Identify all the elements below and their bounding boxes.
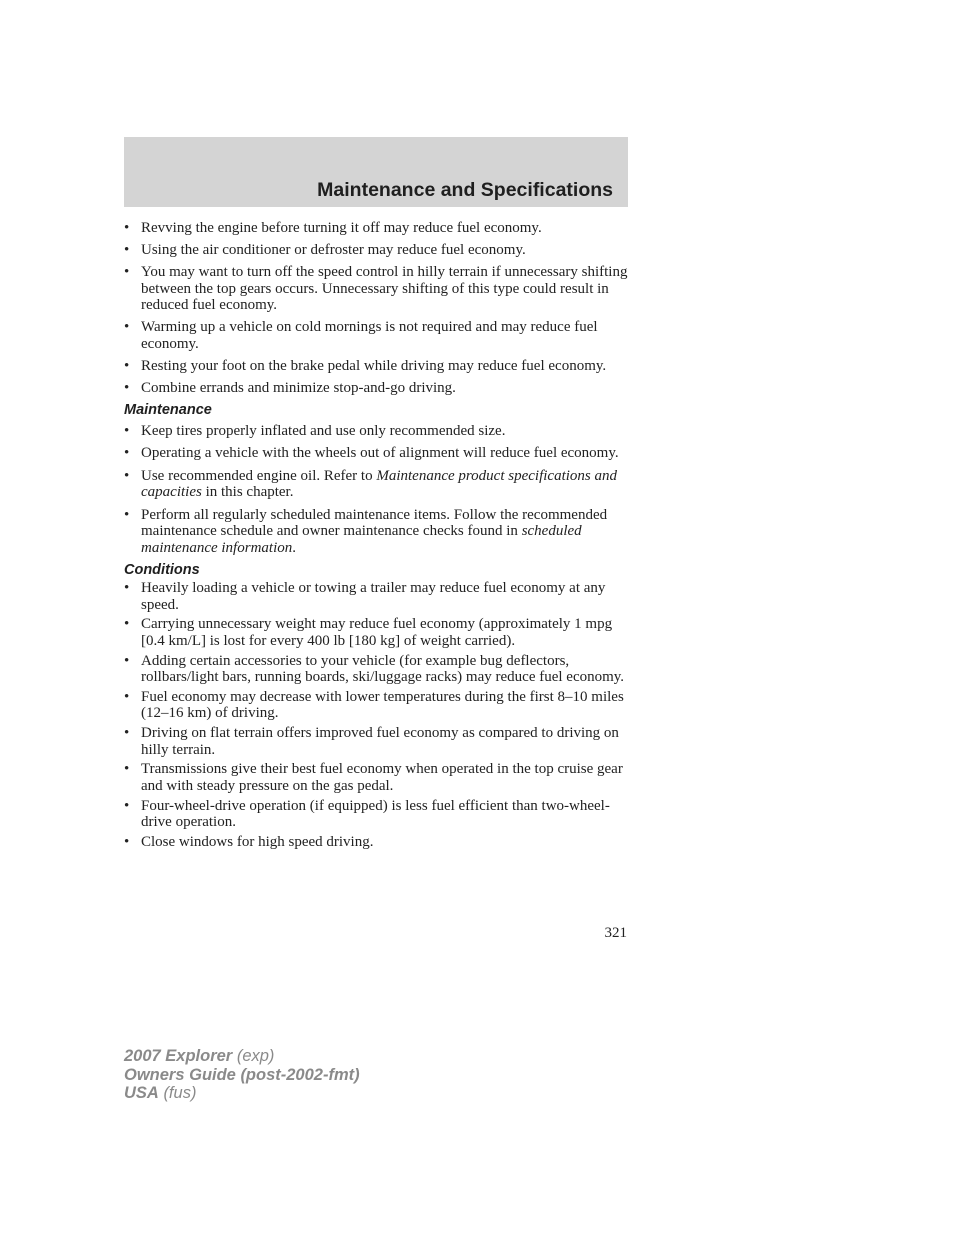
- footer-model-code: (exp): [236, 1047, 275, 1065]
- list-item: • Heavily loading a vehicle or towing a trailer may reduce fuel economy at any speed.: [124, 580, 634, 613]
- list-item: • Warming up a vehicle on cold mornings is not required and may reduce fuel economy.: [124, 319, 634, 352]
- footer-line-market: [124, 1084, 360, 1103]
- footer-market-code: (fus): [163, 1084, 197, 1102]
- oil-item-tail: in this chapter.: [201, 484, 294, 500]
- list-item: • Carrying unnecessary weight may reduce fuel economy (approximately 1 mpg [0.4 km/L] is lost for every 400 lb [180 kg] of weight carried).: [124, 616, 634, 649]
- page-content: [124, 220, 634, 854]
- footer-line-model: [124, 1047, 360, 1066]
- list-item: • Revving the engine before turning it off may reduce fuel economy.: [124, 220, 634, 237]
- list-item: • Driving on flat terrain offers improved fuel economy as compared to driving on hilly terrain.: [124, 725, 634, 758]
- footer-model: 2007 Explorer: [124, 1047, 233, 1065]
- footer-market: USA: [124, 1084, 159, 1102]
- footer-guide: Owners Guide (post-2002-fmt): [124, 1065, 360, 1084]
- conditions-list: [124, 580, 634, 851]
- list-item: • Using the air conditioner or defroster may reduce fuel economy.: [124, 242, 634, 259]
- oil-item-text: Use recommended engine oil. Refer to: [141, 467, 377, 484]
- section-title: Maintenance and Specifications: [317, 179, 613, 201]
- list-item: • Keep tires properly inflated and use only recommended size.: [124, 423, 634, 440]
- section-header-band: [124, 137, 628, 207]
- list-item: • Resting your foot on the brake pedal while driving may reduce fuel economy.: [124, 358, 634, 375]
- list-item: [124, 468, 634, 501]
- cross-reference: scheduled maintenance information: [141, 523, 582, 556]
- list-item: • Four-wheel-drive operation (if equipped) is less fuel efficient than two-wheel-drive operation.: [124, 798, 634, 831]
- list-item: • Adding certain accessories to your vehicle (for example bug deflectors, rollbars/light bars, running boards, ski/luggage racks) may reduce fuel economy.: [124, 653, 634, 686]
- cross-reference: Maintenance product specifications and capacities: [141, 467, 617, 500]
- footer-line-guide: [124, 1066, 360, 1085]
- fuel-tips-list: [124, 220, 634, 396]
- list-item: • Combine errands and minimize stop-and-go driving.: [124, 380, 634, 397]
- conditions-heading: Conditions: [124, 562, 200, 578]
- list-item: • Transmissions give their best fuel economy when operated in the top cruise gear and with steady pressure on the gas pedal.: [124, 761, 634, 794]
- list-item: [124, 507, 634, 557]
- list-item: • Fuel economy may decrease with lower temperatures during the first 8–10 miles (12–16 km) of driving.: [124, 689, 634, 722]
- list-item: • Operating a vehicle with the wheels out of alignment will reduce fuel economy.: [124, 445, 634, 462]
- page-number: 321: [604, 925, 627, 941]
- list-item: • You may want to turn off the speed control in hilly terrain if unnecessary shifting between the top gears occurs. Unnecessary shifting of this type could result in reduced fuel economy.: [124, 264, 634, 314]
- schedule-item-tail: .: [292, 539, 296, 556]
- document-footer: [124, 1047, 360, 1103]
- maintenance-list: [124, 423, 634, 557]
- maintenance-heading: Maintenance: [124, 401, 212, 418]
- schedule-item-text: Perform all regularly scheduled maintenance items. Follow the recommended maintenance schedule and owner maintenance checks found in: [141, 506, 608, 539]
- list-item: • Close windows for high speed driving.: [124, 834, 634, 851]
